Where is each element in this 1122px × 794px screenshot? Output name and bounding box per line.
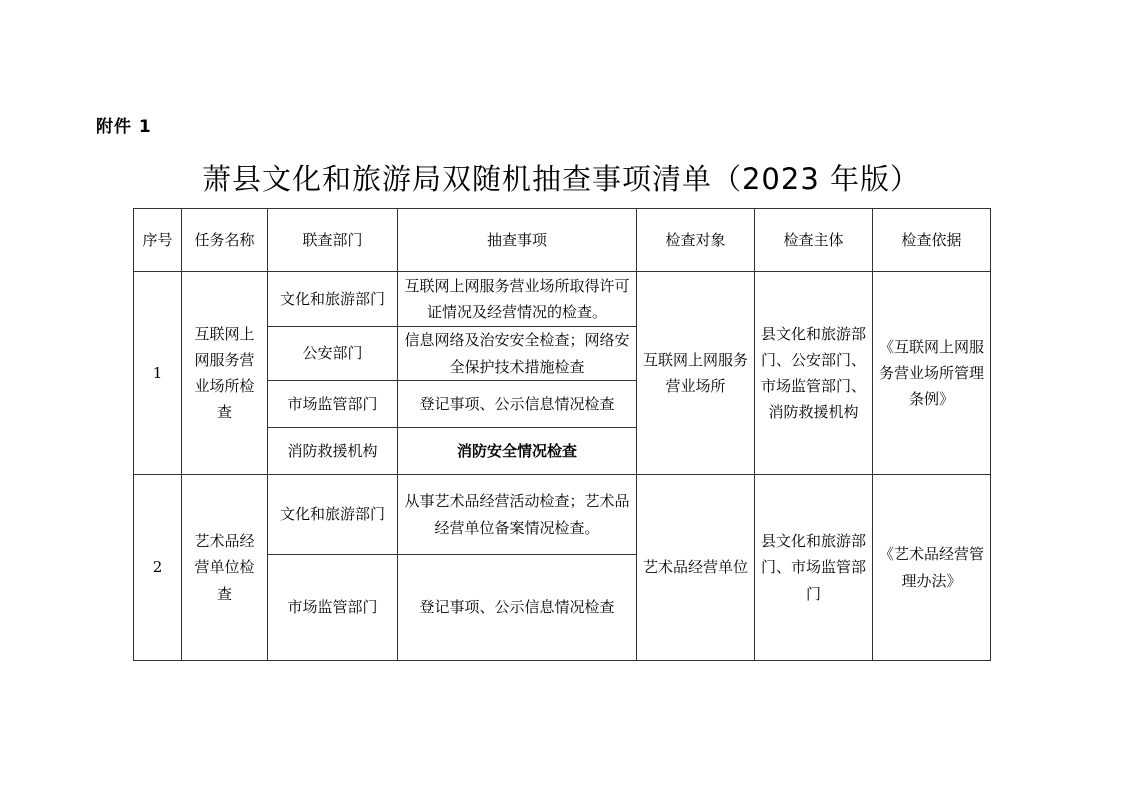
header-dept: 联查部门	[268, 209, 398, 272]
item-cell: 消防安全情况检查	[398, 428, 637, 475]
header-basis: 检查依据	[873, 209, 991, 272]
item-cell: 互联网上网服务营业场所取得许可证情况及经营情况的检查。	[398, 272, 637, 327]
dept-cell: 文化和旅游部门	[268, 475, 398, 555]
dept-cell: 消防救援机构	[268, 428, 398, 475]
item-cell: 登记事项、公示信息情况检查	[398, 381, 637, 428]
header-seq: 序号	[134, 209, 182, 272]
dept-cell: 市场监管部门	[268, 555, 398, 661]
target-cell: 互联网上网服务营业场所	[637, 272, 755, 475]
dept-cell: 公安部门	[268, 327, 398, 381]
header-task: 任务名称	[182, 209, 268, 272]
task-cell: 互联网上网服务营业场所检查	[182, 272, 268, 475]
header-subject: 检查主体	[755, 209, 873, 272]
dept-cell: 市场监管部门	[268, 381, 398, 428]
header-item: 抽查事项	[398, 209, 637, 272]
document-title: 萧县文化和旅游局双随机抽查事项清单（2023 年版）	[201, 162, 921, 196]
header-target: 检查对象	[637, 209, 755, 272]
dept-cell: 文化和旅游部门	[268, 272, 398, 327]
seq-cell: 2	[134, 475, 182, 661]
basis-cell: 《互联网上网服务营业场所管理条例》	[873, 272, 991, 475]
inspection-table	[133, 208, 991, 661]
basis-cell: 《艺术品经营管理办法》	[873, 475, 991, 661]
subject-cell: 县文化和旅游部门、公安部门、市场监管部门、消防救援机构	[755, 272, 873, 475]
item-cell: 登记事项、公示信息情况检查	[398, 555, 637, 661]
attachment-label: 附件 1	[96, 117, 152, 137]
table-row	[134, 475, 991, 555]
header-row	[134, 209, 991, 272]
item-cell: 从事艺术品经营活动检查；艺术品经营单位备案情况检查。	[398, 475, 637, 555]
subject-cell: 县文化和旅游部门、市场监管部门	[755, 475, 873, 661]
item-cell: 信息网络及治安安全检查；网络安全保护技术措施检查	[398, 327, 637, 381]
task-cell: 艺术品经营单位检查	[182, 475, 268, 661]
table-row	[134, 272, 991, 327]
target-cell: 艺术品经营单位	[637, 475, 755, 661]
seq-cell: 1	[134, 272, 182, 475]
